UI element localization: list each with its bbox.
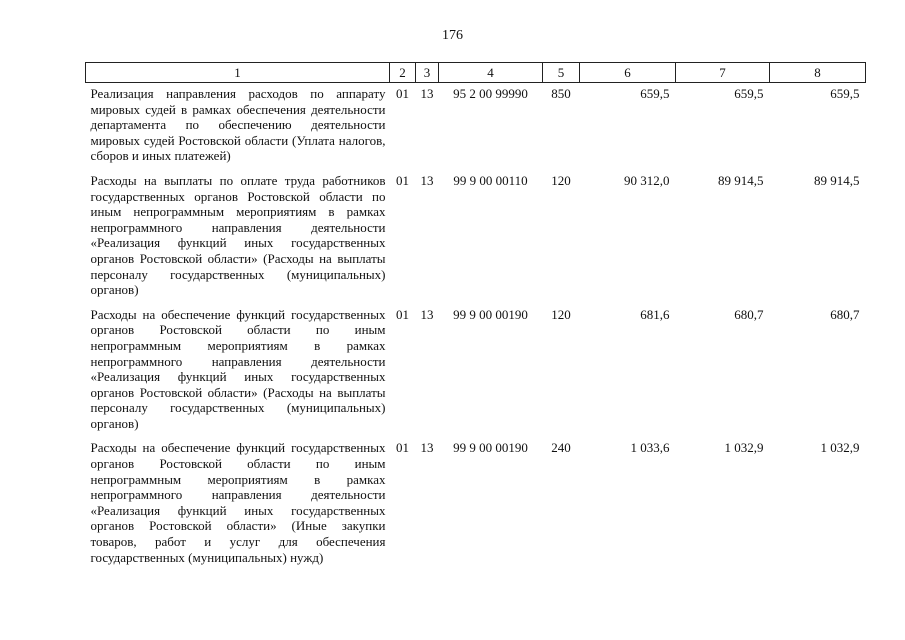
header-cell-8: 8 <box>770 63 866 83</box>
header-cell-7: 7 <box>676 63 770 83</box>
amount-col-6: 1 033,6 <box>630 440 670 456</box>
header-cell-6: 6 <box>580 63 676 83</box>
expense-type-code: 850 <box>551 86 571 101</box>
amount-col-8: 1 032,9 <box>820 440 860 456</box>
header-row <box>86 63 866 83</box>
target-article-code: 99 9 00 00190 <box>453 306 528 322</box>
table-body <box>86 83 866 572</box>
expense-type-code: 240 <box>551 440 571 456</box>
amount-col-6: 659,5 <box>640 86 670 101</box>
amount-col-8: 659,5 <box>830 86 860 101</box>
table-header <box>86 63 866 83</box>
budget-table <box>85 62 866 571</box>
amount-col-6: 90 312,0 <box>624 172 670 188</box>
expense-name: Расходы на обеспечение функций государственных органов Ростовской области по иным непрограммным мероприятиям в рамках непрограммного направления деятельности «Реализация функций иных государственных органов Ростовской области» (Расходы на выплаты персоналу государственных (муниципальных) органов) <box>90 306 386 431</box>
amount-col-6: 681,6 <box>640 306 670 322</box>
table-row <box>86 83 866 170</box>
target-article-code: 99 9 00 00110 <box>453 172 528 188</box>
header-cell-2: 2 <box>390 63 416 83</box>
expense-name: Расходы на обеспечение функций государственных органов Ростовской области по иным непрограммным мероприятиям в рамках непрограммного направления деятельности «Реализация функций иных государственных органов Ростовской области» (Иные закупки товаров, работ и услуг для обеспечения государственных (муниципальных) нужд) <box>90 440 386 565</box>
table-row <box>86 437 866 571</box>
table-row <box>86 170 866 304</box>
target-article-code: 95 2 00 99990 <box>453 86 528 101</box>
amount-col-7: 89 914,5 <box>718 172 764 188</box>
amount-col-7: 659,5 <box>734 86 764 101</box>
target-article-code: 99 9 00 00190 <box>453 440 528 456</box>
amount-col-7: 1 032,9 <box>724 440 764 456</box>
section-code: 01 <box>396 172 409 188</box>
amount-col-7: 680,7 <box>734 306 764 322</box>
header-cell-5: 5 <box>543 63 580 83</box>
expense-type-code: 120 <box>551 172 571 188</box>
subsection-code: 13 <box>420 306 434 322</box>
amount-col-8: 89 914,5 <box>814 172 860 188</box>
header-cell-4: 4 <box>439 63 543 83</box>
table-row <box>86 304 866 438</box>
expense-name: Расходы на выплаты по оплате труда работников государственных органов Ростовской области по иным непрограммным мероприятиям в рамках непрограммного направления деятельности «Реализация функций иных государственных органов Ростовской области» (Расходы на выплаты персоналу государственных (муниципальных) органов) <box>90 172 386 298</box>
subsection-code: 13 <box>420 86 434 101</box>
section-code: 01 <box>396 440 409 456</box>
subsection-code: 13 <box>420 172 434 188</box>
section-code: 01 <box>396 86 409 101</box>
section-code: 01 <box>396 306 409 322</box>
subsection-code: 13 <box>420 440 434 456</box>
header-cell-3: 3 <box>416 63 439 83</box>
header-cell-1: 1 <box>86 63 390 83</box>
page-number: 176 <box>442 28 463 43</box>
expense-type-code: 120 <box>551 306 571 322</box>
expense-name: Реализация направления расходов по аппарату мировых судей в рамках обеспечения деятельности департамента по обеспечению деятельности мировых судей Ростовской области (Уплата налогов, сборов и иных платежей) <box>90 86 386 164</box>
amount-col-8: 680,7 <box>830 306 860 322</box>
